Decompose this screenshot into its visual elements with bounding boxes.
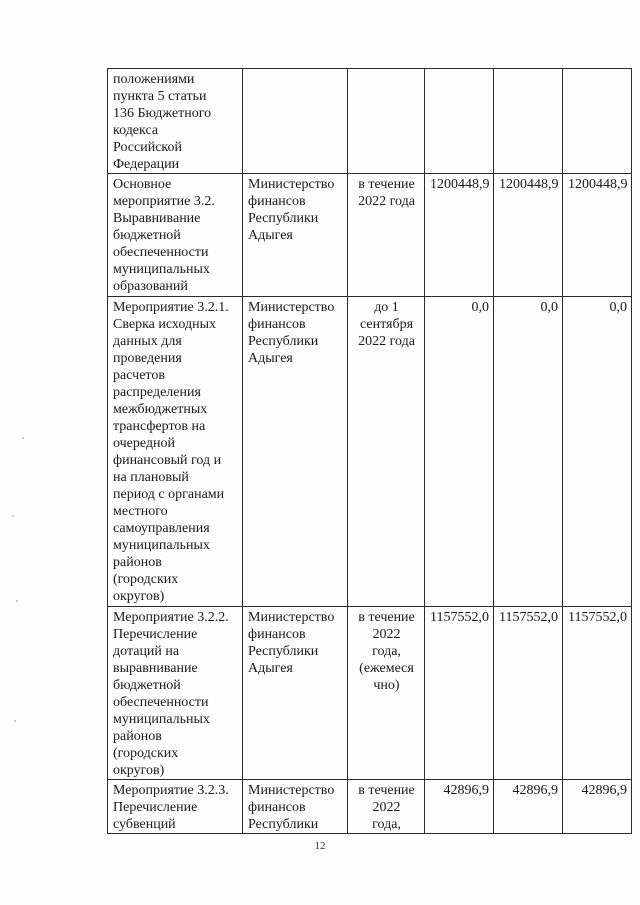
responsible-org: Министерство финансов Республики Адыгея <box>248 300 335 366</box>
value-2: 0,0 <box>540 300 558 315</box>
value-2: 1157552,0 <box>499 610 558 625</box>
value-1: 0,0 <box>471 300 489 315</box>
value-2: 1200448,9 <box>499 177 559 192</box>
value-1: 42896,9 <box>443 783 489 798</box>
value-cell-3 <box>563 780 632 834</box>
responsible-org: Министерство финансов Республики Адыгея <box>248 177 335 243</box>
scan-speck <box>22 437 24 439</box>
measure-name-cell <box>108 69 243 174</box>
term-cell <box>348 607 425 780</box>
value-3: 0,0 <box>609 300 627 315</box>
table-row <box>108 174 632 297</box>
program-measures-table <box>107 68 632 834</box>
measure-name-cell <box>108 607 243 780</box>
measure-name-cell <box>108 780 243 834</box>
value-cell-2 <box>494 174 563 297</box>
term: в течение 2022 года, <box>358 783 415 832</box>
page-number: 12 <box>314 840 326 852</box>
measure-name-cell <box>108 174 243 297</box>
term-cell <box>348 69 425 174</box>
value-3: 42896,9 <box>581 783 627 798</box>
measure-name: Основное мероприятие 3.2. Выравнивание бюджетной обеспеченности муниципальных образований <box>113 177 215 294</box>
measure-name: положениями пункта 5 статьи 136 Бюджетного кодекса Российской Федерации <box>113 72 212 172</box>
scan-speck <box>12 515 14 517</box>
value-1: 1200448,9 <box>430 177 490 192</box>
value-3: 1157552,0 <box>568 610 627 625</box>
value-cell-3 <box>563 607 632 780</box>
table-row <box>108 780 632 834</box>
measure-name: Мероприятие 3.2.1. Сверка исходных данных для проведения расчетов распределения межбюджетных трансфертов на очередной финансовый год и на плановый период с органами местного самоуправления муниципальных районов (городских округов) <box>113 300 229 604</box>
responsible-org-cell <box>243 297 348 607</box>
term: до 1 сентября 2022 года <box>358 300 415 349</box>
responsible-org: Министерство финансов Республики Адыгея <box>248 610 335 676</box>
value-cell-1 <box>425 607 494 780</box>
value-cell-2 <box>494 780 563 834</box>
value-1: 1157552,0 <box>430 610 489 625</box>
value-2: 42896,9 <box>512 783 558 798</box>
value-cell-3 <box>563 174 632 297</box>
table-row <box>108 69 632 174</box>
responsible-org: Министерство финансов Республики <box>248 783 335 832</box>
measure-name: Мероприятие 3.2.3. Перечисление субвенций <box>113 783 229 832</box>
table-row <box>108 297 632 607</box>
value-cell-3 <box>563 297 632 607</box>
scan-speck <box>14 720 16 722</box>
responsible-org-cell <box>243 69 348 174</box>
value-cell-2 <box>494 607 563 780</box>
measure-name-cell <box>108 297 243 607</box>
term-cell <box>348 174 425 297</box>
value-cell-1 <box>425 174 494 297</box>
value-cell-1 <box>425 69 494 174</box>
measure-name: Мероприятие 3.2.2. Перечисление дотаций на выравнивание бюджетной обеспеченности муниципальных районов (городских округов) <box>113 610 229 778</box>
term-cell <box>348 780 425 834</box>
value-cell-2 <box>494 69 563 174</box>
term: в течение 2022 года <box>358 177 415 209</box>
scan-speck <box>16 600 18 602</box>
value-cell-1 <box>425 297 494 607</box>
responsible-org-cell <box>243 780 348 834</box>
value-cell-1 <box>425 780 494 834</box>
responsible-org-cell <box>243 607 348 780</box>
value-cell-2 <box>494 297 563 607</box>
term-cell <box>348 297 425 607</box>
value-cell-3 <box>563 69 632 174</box>
term: в течение 2022 года, (ежемеся чно) <box>358 610 415 693</box>
responsible-org-cell <box>243 174 348 297</box>
value-3: 1200448,9 <box>568 177 628 192</box>
table-row <box>108 607 632 780</box>
